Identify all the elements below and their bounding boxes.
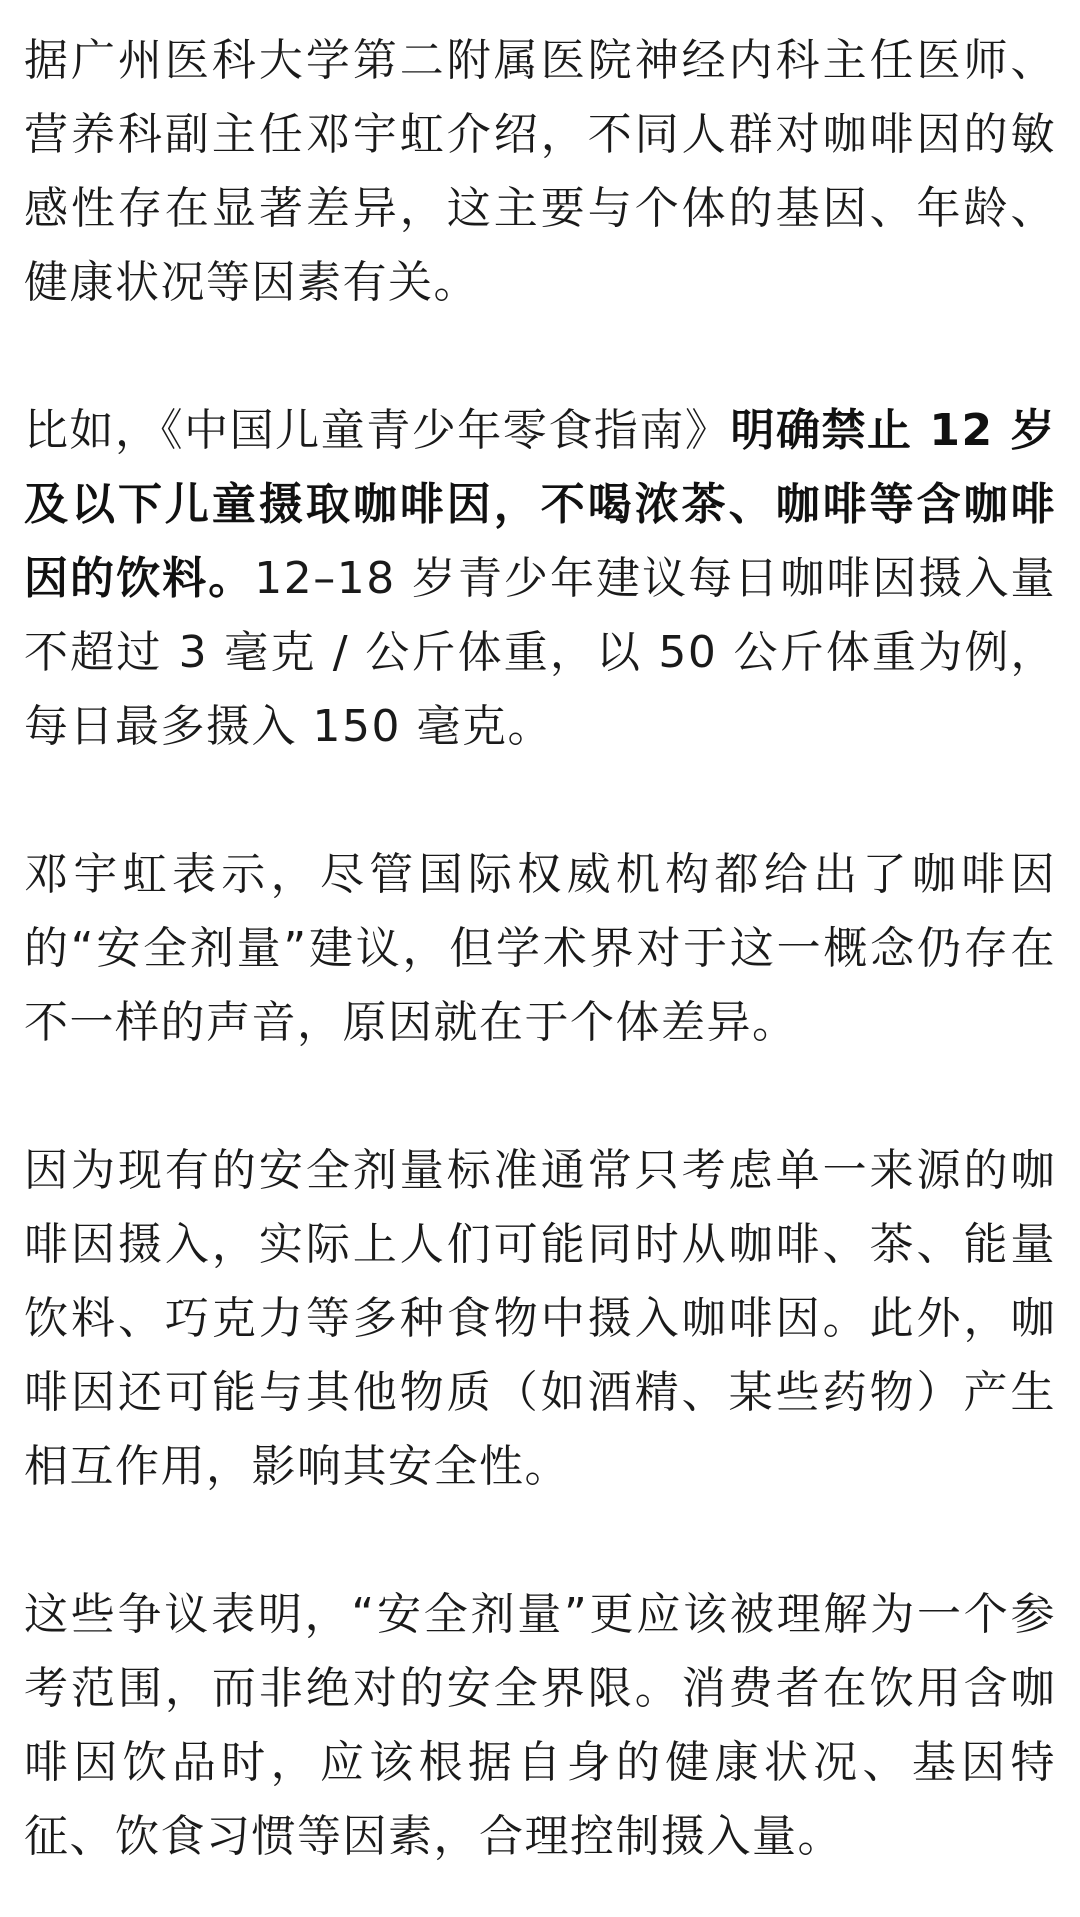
paragraph-2-bold-text: 明确禁止 12 岁及以下儿童摄取咖啡因，不喝浓茶、咖啡等含咖啡因的饮料。 [24, 405, 1056, 604]
paragraph-2 [24, 394, 1056, 764]
paragraph-4 [24, 1134, 1056, 1504]
paragraph-5 [24, 1578, 1056, 1874]
paragraph-1 [24, 24, 1056, 320]
paragraph-5-text: 这些争议表明，“安全剂量”更应该被理解为一个参考范围，而非绝对的安全界限。消费者在饮用含咖啡因饮品时，应该根据自身的健康状况、基因特征、饮食习惯等因素，合理控制摄入量。 [24, 1589, 1056, 1862]
paragraph-3-text: 邓宇虹表示，尽管国际权威机构都给出了咖啡因的“安全剂量”建议，但学术界对于这一概念仍存在不一样的声音，原因就在于个体差异。 [24, 849, 1056, 1048]
paragraph-1-text: 据广州医科大学第二附属医院神经内科主任医师、营养科副主任邓宇虹介绍，不同人群对咖啡因的敏感性存在显著差异，这主要与个体的基因、年龄、健康状况等因素有关。 [24, 35, 1056, 308]
paragraph-2-text-intro: 比如，《中国儿童青少年零食指南》 [24, 405, 731, 456]
paragraph-2-text-rest: 12–18 岁青少年建议每日咖啡因摄入量不超过 3 毫克 / 公斤体重，以 50 公斤体重为例，每日最多摄入 150 毫克。 [24, 553, 1057, 752]
paragraph-4-text: 因为现有的安全剂量标准通常只考虑单一来源的咖啡因摄入，实际上人们可能同时从咖啡、茶、能量饮料、巧克力等多种食物中摄入咖啡因。此外，咖啡因还可能与其他物质（如酒精、某些药物）产生相互作用，影响其安全性。 [24, 1145, 1056, 1492]
paragraph-3 [24, 838, 1056, 1060]
